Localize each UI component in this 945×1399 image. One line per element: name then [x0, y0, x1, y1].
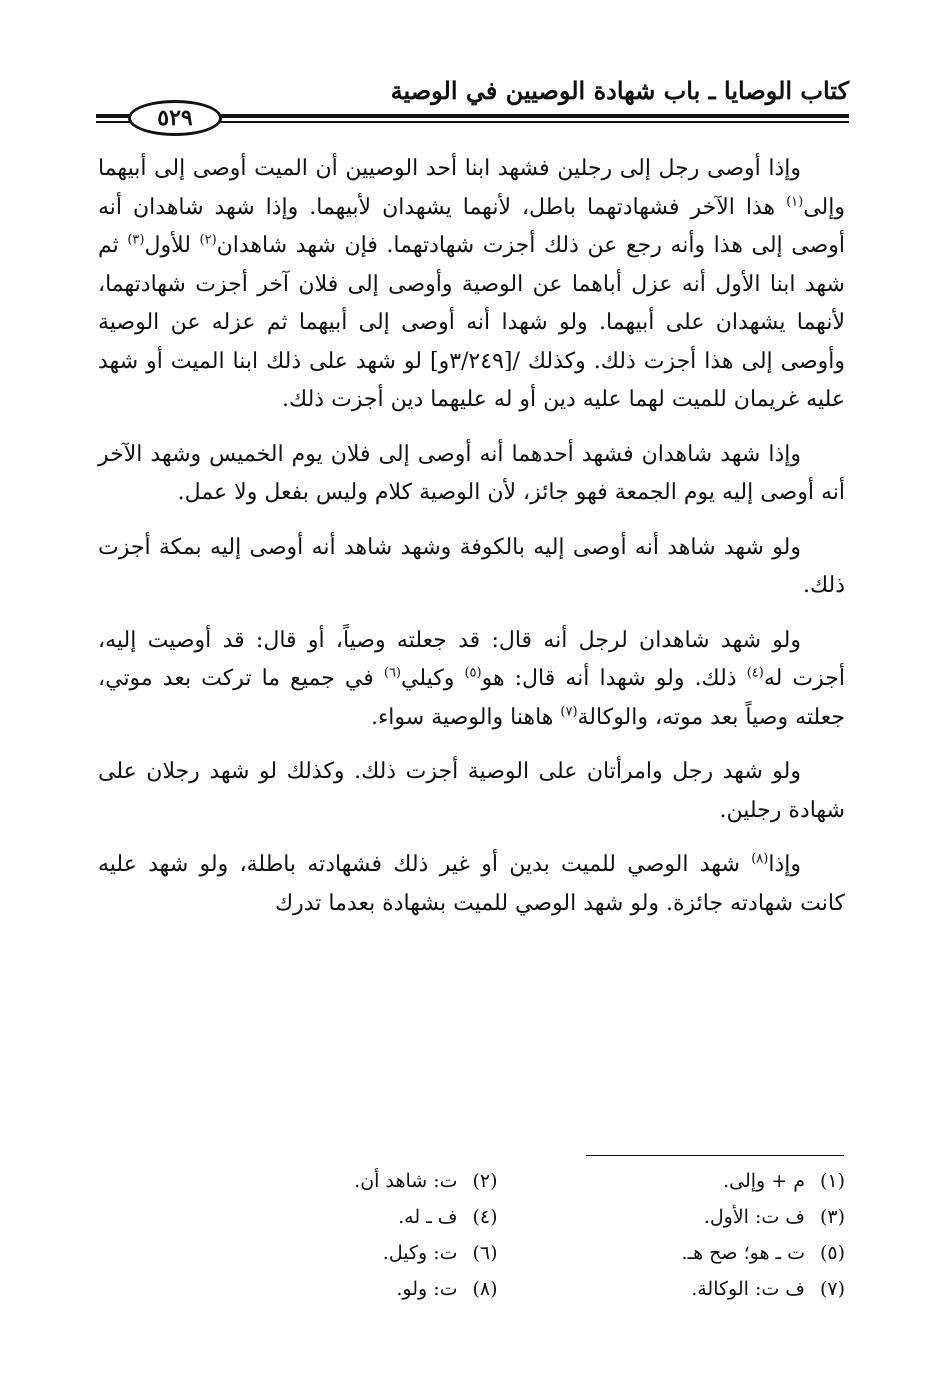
footnote-text: ف ت: الوكالة. — [691, 1278, 805, 1300]
text-run: ولو شهد شاهد أنه أوصى إليه بالكوفة وشهد شاهد أنه أوصى إليه بمكة أجزت ذلك. — [98, 534, 845, 598]
paragraph — [98, 846, 845, 923]
footnote-text: ف ت: الأول. — [703, 1206, 805, 1228]
footnote-number: (٧) — [819, 1278, 845, 1300]
footnote-marker[interactable]: (٧) — [560, 704, 578, 720]
footnote-text: ف ـ له. — [398, 1206, 458, 1228]
footnote-text: ت: ولو. — [396, 1278, 458, 1300]
footnote-separator — [586, 1155, 844, 1156]
footnote-item — [498, 1166, 846, 1196]
text-run: هذا الآخر فشهادتهما باطل، لأنهما يشهدان لأبيهما. وإذا شهد شاهدان أنه أوصى إلى هذا وأنه رجع عن ذلك أجزت شهادتهما. فإن شهد شاهدان — [98, 194, 845, 258]
footnote-text: ت: وكيل. — [382, 1242, 458, 1264]
footnote-item — [150, 1274, 498, 1304]
footnote-item — [498, 1238, 846, 1268]
footnote-item — [150, 1166, 498, 1196]
footnote-marker[interactable]: (٤) — [746, 665, 764, 681]
footnotes — [150, 1166, 845, 1304]
footnote-text: ت ـ هو؛ صح هـ. — [681, 1242, 805, 1264]
footnote-text: ت: شاهد أن. — [354, 1170, 458, 1192]
paragraph — [98, 622, 845, 738]
page-header — [96, 70, 849, 130]
footnote-number: (٦) — [472, 1242, 498, 1264]
footnote-marker[interactable]: (٣) — [127, 232, 145, 248]
text-run: وإذا أوصى رجل إلى رجلين فشهد ابنا أحد الوصيين أن الميت أوصى إلى أبيهما وإلى — [98, 156, 845, 220]
paragraph — [98, 150, 845, 420]
footnote-marker[interactable]: (٦) — [383, 665, 401, 681]
footnote-item — [150, 1238, 498, 1268]
text-run: وإذا شهد شاهدان فشهد أحدهما أنه أوصى إلى فلان يوم الخميس وشهد الآخر أنه أوصى إليه يوم الجمعة فهو جائز، لأن الوصية كلام وليس بفعل ولا عمل. — [98, 441, 845, 505]
footnote-number: (٤) — [472, 1206, 498, 1228]
text-run: في جميع ما تركت بعد موتي، جعلته وصياً بعد موته، والوكالة — [98, 666, 845, 730]
footnote-number: (٢) — [472, 1170, 498, 1192]
footnote-marker[interactable]: (٢) — [199, 232, 217, 248]
footnote-text: م + وإلى. — [723, 1170, 805, 1192]
paragraph — [98, 529, 845, 606]
text-run: ذلك. ولو شهدا أنه قال: هو — [481, 666, 747, 691]
footnote-number: (٣) — [819, 1206, 845, 1228]
footnote-item — [150, 1202, 498, 1232]
text-run: للأول — [144, 233, 200, 258]
footnote-number: (١) — [819, 1170, 845, 1192]
text-run: ولو شهد شاهدان لرجل أنه قال: قد جعلته وصياً، أو قال: قد أوصيت إليه، أجزت له — [98, 627, 845, 691]
body-text — [98, 150, 845, 939]
footnote-marker[interactable]: (١) — [786, 194, 804, 210]
footnote-marker[interactable]: (٨) — [751, 851, 769, 867]
running-title: كتاب الوصايا ـ باب شهادة الوصيين في الوصية — [390, 76, 849, 105]
paragraph — [98, 436, 845, 513]
paragraph — [98, 753, 845, 830]
text-run: ثم شهد ابنا الأول أنه عزل أباهما عن الوصية وأوصى إلى فلان آخر أجزت شهادتهما، لأنهما يشهدان على أبيهما. ولو شهدا أنه أوصى إلى أبيهما ثم عزله عن الوصية وأوصى إلى هذا أجزت ذلك. وكذلك /[٣/٢٤٩و] لو شهد على ذلك ابنا الميت أو شهد عليه غريمان للميت لهما عليه دين أو له عليهما دين أجزت ذلك. — [98, 233, 846, 412]
footnote-item — [498, 1202, 846, 1232]
text-run: ولو شهد رجل وامرأتان على الوصية أجزت ذلك. وكذلك لو شهد رجلان على شهادة رجلين. — [98, 759, 845, 823]
page-number: ٥٢٩ — [128, 100, 222, 136]
footnote-number: (٨) — [472, 1278, 498, 1300]
footnote-marker[interactable]: (٥) — [464, 665, 482, 681]
text-run: هاهنا والوصية سواء. — [370, 704, 561, 730]
text-run: شهد الوصي للميت بدين أو غير ذلك فشهادته باطلة، ولو شهد عليه كانت شهادته جائزة. ولو شهد الوصي للميت بشهادة بعدما تدرك — [98, 852, 845, 916]
text-run: وإذا — [768, 852, 801, 877]
text-run: وكيلي — [401, 666, 465, 691]
footnote-item — [498, 1274, 846, 1304]
footnote-number: (٥) — [819, 1242, 845, 1264]
